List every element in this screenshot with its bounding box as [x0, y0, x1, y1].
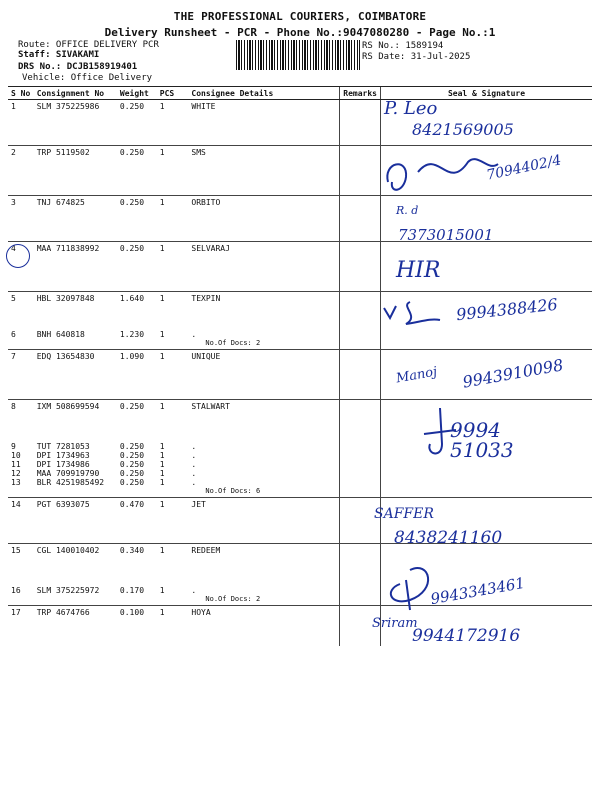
cell-seal — [380, 328, 592, 350]
sub-pcs: 1 — [159, 468, 165, 478]
signature-row-17-name: Sriram — [372, 616, 418, 631]
cell-consignment: IXM 508699594 — [36, 402, 100, 411]
cell-remarks — [340, 350, 381, 400]
sub-sno: 12 — [11, 468, 21, 478]
cell-consignment: SLM 375225986 — [34, 100, 117, 146]
sub-pcs: 1 — [159, 477, 165, 487]
cell-sno: 15 — [11, 546, 21, 555]
cell-consignee: TEXPIN — [191, 294, 221, 303]
sub-consignee: . — [191, 441, 197, 451]
cell-consignment: BNH 640818 — [34, 328, 117, 350]
rs-date: RS Date: 31-Jul-2025 — [362, 52, 471, 62]
docs-count: No.Of Docs: 2 — [205, 338, 261, 347]
sub-sno: 13 — [11, 477, 21, 487]
col-seal: Seal & Signature — [380, 87, 592, 100]
cell-remarks — [340, 400, 381, 440]
cell-sno — [8, 440, 34, 498]
cell-consignee — [188, 584, 339, 606]
sub-consignee: . — [191, 450, 197, 460]
consignee-text: . — [191, 585, 197, 595]
signature-row-16-scribble — [380, 560, 440, 616]
cell-consignee: SELVARAJ — [188, 242, 339, 292]
cell-weight: 0.250 — [117, 196, 157, 242]
col-remarks: Remarks — [340, 87, 381, 100]
cell-weight: 1.640 — [119, 294, 145, 303]
cell-weight: 0.250 — [119, 402, 145, 411]
cell-weight: 0.470 — [117, 498, 157, 544]
company-title: THE PROFESSIONAL COURIERS, COIMBATORE — [173, 10, 427, 23]
cell-consignment — [34, 440, 117, 498]
cell-weight: 0.340 — [119, 546, 145, 555]
cell-remarks — [340, 242, 381, 292]
sub-pcs: 1 — [159, 450, 165, 460]
cell-remarks — [340, 292, 381, 328]
cell-pcs: 1 — [157, 498, 189, 544]
cell-pcs: 1 — [157, 196, 189, 242]
cell-consignee: UNIQUE — [188, 350, 339, 400]
sub-consignee: . — [191, 477, 197, 487]
sub-consignment: BLR 4251985492 — [36, 477, 105, 487]
signature-row-16-phone: 9943343461 — [429, 573, 527, 609]
signature-row-2-scribble — [378, 142, 588, 206]
cell-consignment: HBL 32097848 — [36, 294, 95, 303]
drs-label: DRS No.: DCJB158919401 — [18, 62, 138, 72]
col-weight: Weight — [117, 87, 157, 100]
route-label: Route: OFFICE DELIVERY PCR — [18, 40, 159, 50]
cell-sno: 5 — [11, 294, 16, 303]
sub-pcs: 1 — [159, 441, 165, 451]
sub-weight: 0.250 — [119, 468, 145, 478]
cell-consignment: SLM 375225972 — [34, 584, 117, 606]
cell-sno: 14 — [8, 498, 34, 544]
cell-consignee — [188, 440, 339, 498]
cell-sno: 4 — [8, 242, 34, 292]
cell-consignee: STALWART — [191, 402, 230, 411]
cell-pcs: 1 — [157, 242, 189, 292]
cell-pcs: 1 — [157, 584, 189, 606]
signature-row-4-name: HIR — [396, 258, 441, 283]
cell-consignee: REDEEM — [191, 546, 221, 555]
staff-label: Staff: SIVAKAMI — [18, 50, 100, 60]
col-consignment: Consignment No — [34, 87, 117, 100]
cell-weight: 0.250 — [117, 146, 157, 196]
cell-consignee: HOYA — [191, 608, 211, 617]
signature-row-5-scribble — [380, 296, 460, 328]
cell-consignee: SMS — [188, 146, 339, 196]
cell-remarks — [340, 584, 381, 606]
cell-sno: 7 — [8, 350, 34, 400]
cell-pcs: 1 — [159, 294, 165, 303]
signature-row-17-phone: 9944172916 — [412, 626, 521, 646]
cell-pcs: 1 — [159, 402, 165, 411]
cell-pcs: 1 — [157, 100, 189, 146]
cell-consignee: ORBITO — [188, 196, 339, 242]
table-row — [8, 498, 592, 544]
sub-weight: 0.250 — [119, 441, 145, 451]
signature-row-14-name: SAFFER — [374, 506, 434, 522]
cell-weight: 1.230 — [117, 328, 157, 350]
vehicle-label: Vehicle: Office Delivery — [22, 73, 153, 83]
cell-sno: 3 — [8, 196, 34, 242]
signature-row-3-phone: 7373015001 — [398, 226, 494, 244]
cell-pcs: 1 — [157, 146, 189, 196]
signature-row-2-phone: 7094402/4 — [485, 152, 563, 184]
cell-remarks — [340, 328, 381, 350]
col-pcs: PCS — [157, 87, 189, 100]
cell-consignee: JET — [188, 498, 339, 544]
cell-consignee: WHITE — [188, 100, 339, 146]
consignee-text: . — [191, 329, 197, 339]
signature-row-1-phone: 8421569005 — [412, 120, 514, 139]
sub-consignment: TUT 7281053 — [36, 441, 90, 451]
cell-remarks — [340, 100, 381, 146]
sub-weight: 0.250 — [119, 459, 145, 469]
cell-sno: 1 — [8, 100, 34, 146]
row-4-circle-mark — [6, 244, 30, 268]
cell-consignment: MAA 711838992 — [34, 242, 117, 292]
cell-consignee — [188, 328, 339, 350]
cell-consignment: EDQ 13654830 — [34, 350, 117, 400]
cell-pcs: 1 — [157, 328, 189, 350]
cell-sno: 8 — [11, 402, 16, 411]
sub-consignment: DPI 1734963 — [36, 450, 90, 460]
sub-consignment: DPI 1734986 — [36, 459, 90, 469]
signature-row-5-phone: 9994388426 — [455, 294, 559, 325]
signature-row-7-name: Manoj — [395, 364, 439, 387]
cell-sno: 17 — [11, 608, 21, 617]
signature-row-7-phone: 9943910098 — [461, 355, 565, 392]
sub-consignment: MAA 709919790 — [36, 468, 100, 478]
cell-consignment: PGT 6393075 — [34, 498, 117, 544]
cell-consignment: CGL 140010402 — [36, 546, 100, 555]
cell-pcs: 1 — [157, 350, 189, 400]
cell-pcs — [157, 440, 189, 498]
table-row — [8, 242, 592, 292]
docs-count: No.Of Docs: 6 — [205, 486, 261, 495]
table-header-row — [8, 87, 592, 100]
sub-pcs: 1 — [159, 459, 165, 469]
cell-sno: 6 — [8, 328, 34, 350]
cell-weight: 0.170 — [117, 584, 157, 606]
sub-sno: 11 — [11, 459, 21, 469]
table-row — [8, 328, 592, 350]
cell-weight — [117, 440, 157, 498]
barcode — [236, 40, 360, 70]
cell-weight: 0.100 — [119, 608, 145, 617]
sub-consignee: . — [191, 459, 197, 469]
cell-consignment: TRP 5119502 — [34, 146, 117, 196]
sub-consignee: . — [191, 468, 197, 478]
cell-weight: 0.250 — [117, 100, 157, 146]
sub-weight: 0.250 — [119, 450, 145, 460]
cell-pcs: 1 — [159, 608, 165, 617]
rs-number: RS No.: 1589194 — [362, 41, 444, 51]
sub-sno: 10 — [11, 450, 21, 460]
col-consignee: Consignee Details — [188, 87, 339, 100]
cell-remarks — [340, 146, 381, 196]
cell-remarks — [340, 544, 381, 584]
cell-sno: 16 — [8, 584, 34, 606]
cell-remarks — [340, 196, 381, 242]
cell-weight: 1.090 — [117, 350, 157, 400]
sub-sno: 9 — [11, 441, 16, 451]
docs-count: No.Of Docs: 2 — [205, 594, 261, 603]
cell-consignment: TRP 4674766 — [36, 608, 90, 617]
sub-weight: 0.250 — [119, 477, 145, 487]
signature-row-3-name: R. d — [396, 204, 419, 217]
cell-consignment: TNJ 674825 — [34, 196, 117, 242]
cell-pcs: 1 — [159, 546, 165, 555]
cell-sno: 2 — [8, 146, 34, 196]
signature-row-14-phone: 8438241160 — [394, 528, 503, 548]
signature-row-1-name: P. Leo — [384, 98, 438, 119]
cell-remarks — [340, 440, 381, 498]
runsheet-subtitle: Delivery Runsheet - PCR - Phone No.:9047080280 - Page No.:1 — [104, 26, 496, 39]
cell-weight: 0.250 — [117, 242, 157, 292]
signature-row-8-digits: 9994 51033 — [450, 418, 514, 462]
col-sno: S No — [8, 87, 34, 100]
